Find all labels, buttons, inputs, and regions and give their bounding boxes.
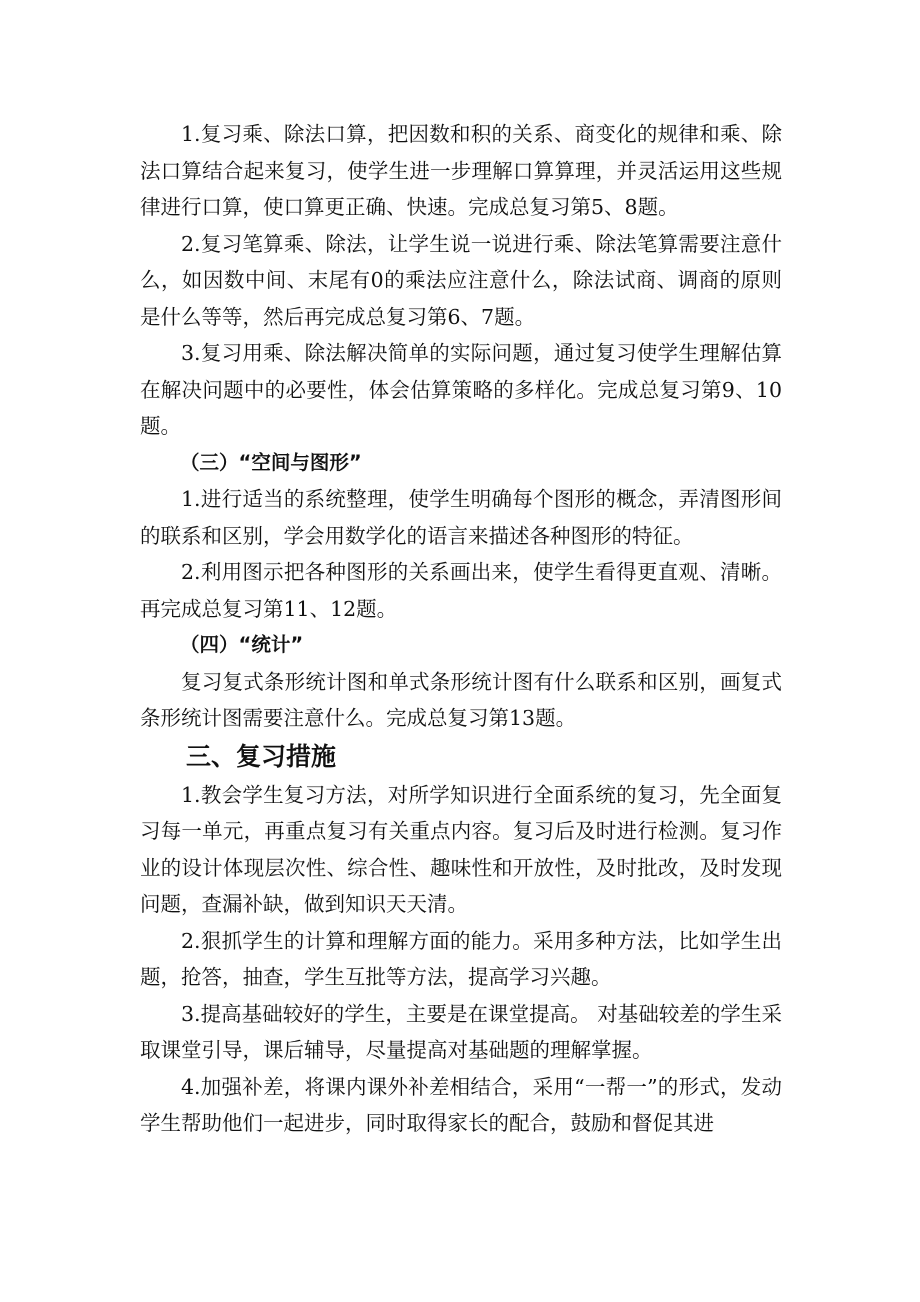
para-measure-ability: 2.狠抓学生的计算和理解方面的能力。采用多种方法，比如学生出题，抢答，抽查，学生互批等方法，提高学习兴趣。 xyxy=(140,928,782,989)
para-measure-support: 4.加强补差，将课内课外补差相结合，采用“一帮一”的形式，发动学生帮助他们一起进步，同时取得家长的配合，鼓励和督促其进 xyxy=(140,1074,782,1135)
para-problem-solving: 3.复习用乘、除法解决简单的实际问题，通过复习使学生理解估算在解决问题中的必要性，体会估算策略的多样化。完成总复习第9、10题。 xyxy=(140,341,782,438)
para-shapes-diagram: 2.利用图示把各种图形的关系画出来，使学生看得更直观、清晰。再完成总复习第11、12题。 xyxy=(140,560,782,621)
subheading-space-shapes: （三）“空间与图形” xyxy=(180,450,362,474)
para-statistics: 复习复式条形统计图和单式条形统计图有什么联系和区别，画复式条形统计图需要注意什么。完成总复习第13题。 xyxy=(140,669,782,730)
para-oral-calc: 1.复习乘、除法口算，把因数和积的关系、商变化的规律和乘、除法口算结合起来复习，使学生进一步理解口算算理，并灵活运用这些规律进行口算，使口算更正确、快速。完成总复习第5、8题。 xyxy=(140,122,782,219)
para-measure-levels: 3.提高基础较好的学生，主要是在课堂提高。 对基础较差的学生采取课堂引导，课后辅导，尽量提高对基础题的理解掌握。 xyxy=(140,1001,782,1062)
section-heading-measures: 三、复习措施 xyxy=(186,741,337,771)
para-written-calc: 2.复习笔算乘、除法，让学生说一说进行乘、除法笔算需要注意什么，如因数中间、末尾有0的乘法应注意什么，除法试商、调商的原则是什么等等，然后再完成总复习第6、7题。 xyxy=(140,231,782,329)
para-shapes-organize: 1.进行适当的系统整理，使学生明确每个图形的概念，弄清图形间的联系和区别，学会用数学化的语言来描述各种图形的特征。 xyxy=(140,487,782,548)
subheading-statistics: （四）“统计” xyxy=(180,633,304,656)
document-body xyxy=(140,116,782,1142)
para-measure-method: 1.教会学生复习方法，对所学知识进行全面系统的复习，先全面复习每一单元，再重点复习有关重点内容。复习后及时进行检测。复习作业的设计体现层次性、综合性、趣味性和开放性，及时批改，及时发现问题，查漏补缺，做到知识天天清。 xyxy=(140,782,782,916)
